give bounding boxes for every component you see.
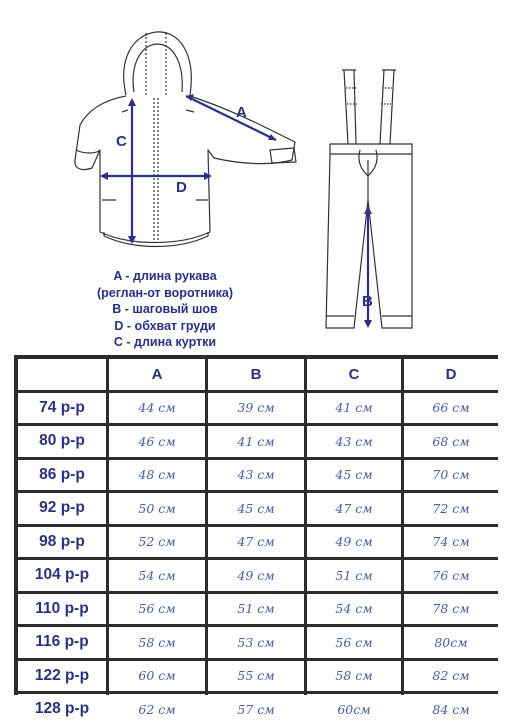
- row-size-label: 86 р-р: [18, 460, 106, 491]
- row-size-label: 110 р-р: [18, 594, 106, 625]
- column-header: B: [208, 359, 304, 390]
- table-cell: 56 см: [109, 594, 205, 625]
- table-cell: 39 см: [208, 393, 304, 424]
- legend-line: A - длина рукава: [113, 269, 217, 283]
- table-corner: [18, 359, 106, 390]
- row-size-label: 122 р-р: [18, 661, 106, 692]
- table-cell: 43 см: [208, 460, 304, 491]
- size-grid: [18, 359, 494, 718]
- row-size-label: 74 р-р: [18, 393, 106, 424]
- table-cell: 66 см: [404, 393, 498, 424]
- table-cell: 52 см: [109, 527, 205, 558]
- table-cell: 49 см: [208, 560, 304, 591]
- table-cell: 53 см: [208, 627, 304, 658]
- size-table: [14, 355, 498, 718]
- label-b: B: [362, 293, 373, 310]
- table-cell: 55 см: [208, 661, 304, 692]
- table-cell: 49 см: [307, 527, 401, 558]
- jacket-drawing: [75, 32, 296, 247]
- table-cell: 58 см: [307, 661, 401, 692]
- table-cell: 56 см: [307, 627, 401, 658]
- table-cell: 82 см: [404, 661, 498, 692]
- table-cell: 45 см: [208, 493, 304, 524]
- legend-line: D - обхват груди: [114, 318, 216, 333]
- table-cell: 48 см: [109, 460, 205, 491]
- row-size-label: 116 р-р: [18, 627, 106, 658]
- table-cell: 46 см: [109, 426, 205, 457]
- table-cell: 43 см: [307, 426, 401, 457]
- row-size-label: 128 р-р: [18, 694, 106, 725]
- table-cell: 51 см: [208, 594, 304, 625]
- column-header: A: [109, 359, 205, 390]
- table-cell: 58 см: [109, 627, 205, 658]
- measurement-legend: [60, 268, 270, 351]
- table-cell: 51 см: [307, 560, 401, 591]
- table-cell: 44 см: [109, 393, 205, 424]
- table-cell: 72 см: [404, 493, 498, 524]
- table-cell: 68 см: [404, 426, 498, 457]
- label-d: D: [176, 179, 187, 196]
- table-cell: 60 см: [109, 661, 205, 692]
- table-cell: 47 см: [208, 527, 304, 558]
- column-header: C: [307, 359, 401, 390]
- column-header: D: [404, 359, 498, 390]
- table-cell: 78 см: [404, 594, 498, 625]
- table-cell: 80см: [404, 627, 498, 658]
- row-size-label: 92 р-р: [18, 493, 106, 524]
- table-cell: 47 см: [307, 493, 401, 524]
- table-cell: 57 см: [208, 694, 304, 725]
- table-cell: 62 см: [109, 694, 205, 725]
- table-cell: 45 см: [307, 460, 401, 491]
- legend-line: C - длина куртки: [113, 335, 217, 349]
- table-cell: 70 см: [404, 460, 498, 491]
- table-cell: 74 см: [404, 527, 498, 558]
- table-cell: 41 см: [208, 426, 304, 457]
- table-cell: 50 см: [109, 493, 205, 524]
- table-cell: 54 см: [307, 594, 401, 625]
- row-size-label: 98 р-р: [18, 527, 106, 558]
- table-cell: 41 см: [307, 393, 401, 424]
- label-c: C: [116, 133, 127, 150]
- row-size-label: 104 р-р: [18, 560, 106, 591]
- legend-line: B - шаговый шов: [112, 302, 218, 316]
- table-cell: 54 см: [109, 560, 205, 591]
- table-cell: 84 см: [404, 694, 498, 725]
- table-cell: 76 см: [404, 560, 498, 591]
- legend-line: (реглан-от воротника): [96, 285, 233, 300]
- row-size-label: 80 р-р: [18, 426, 106, 457]
- label-a: A: [236, 104, 247, 121]
- table-cell: 60см: [307, 694, 401, 725]
